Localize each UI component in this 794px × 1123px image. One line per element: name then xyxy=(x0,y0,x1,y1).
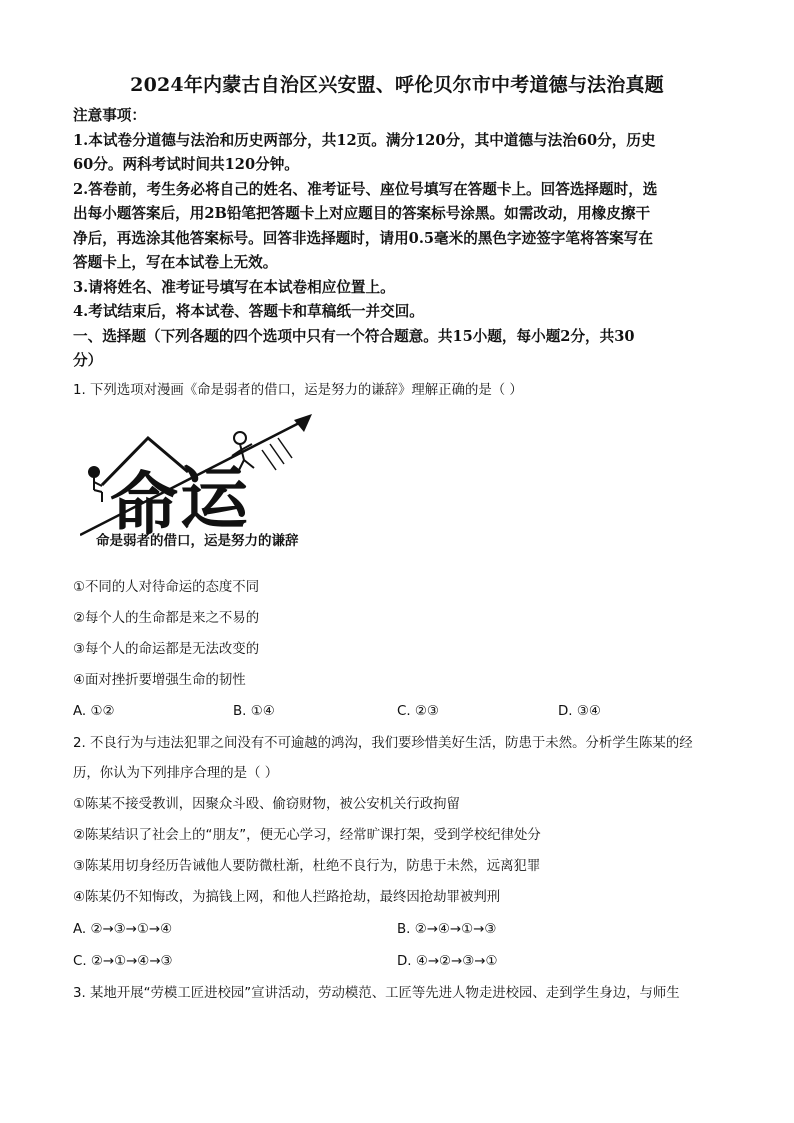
q2-option-a[interactable]: A. ②→③→①→④ xyxy=(73,922,173,937)
q2-item: ②陈某结识了社会上的“朋友”，便无心学习，经常旷课打架，受到学校纪律处分 xyxy=(73,828,541,843)
q1-option-a[interactable]: A. ①② xyxy=(73,704,115,719)
q1-option-b[interactable]: B. ①④ xyxy=(233,704,275,719)
q2-item: ④陈某仍不知悔改，为搞钱上网，和他人拦路抢劫，最终因抢劫罪被判刑 xyxy=(73,890,501,905)
notes-line: 60分。两科考试时间共120分钟。 xyxy=(73,156,299,173)
q2-item: ①陈某不接受教训，因聚众斗殴、偷窃财物，被公安机关行政拘留 xyxy=(73,797,460,812)
section-heading: 一、选择题（下列各题的四个选项中只有一个符合题意。共15小题，每小题2分，共30 xyxy=(73,327,635,345)
q1-option-d[interactable]: D. ③④ xyxy=(558,704,601,719)
notes-line: 1.本试卷分道德与法治和历史两部分，共12页。满分120分，其中道德与法治60分，历史 xyxy=(73,131,656,149)
sitting-person-icon xyxy=(89,467,102,502)
q2-stem-cont: 历，你认为下列排序合理的是（ ） xyxy=(73,766,279,781)
cartoon-caption: 命是弱者的借口，运是努力的谦辞 xyxy=(96,533,299,549)
q1-stem: 1. 下列选项对漫画《命是弱者的借口，运是努力的谦辞》理解正确的是（ ） xyxy=(73,383,523,398)
q2-item: ③陈某用切身经历告诫他人要防微杜渐，杜绝不良行为，防患于未然，远离犯罪 xyxy=(73,859,541,874)
q1-item: ②每个人的生命都是来之不易的 xyxy=(73,611,260,626)
q2-option-c[interactable]: C. ②→①→④→③ xyxy=(73,954,173,969)
q1-item: ③每个人的命运都是无法改变的 xyxy=(73,642,260,657)
q3-stem: 3. 某地开展“劳模工匠进校园”宣讲活动，劳动模范、工匠等先进人物走进校园、走到学生身边，与师生 xyxy=(73,986,680,1001)
notes-line: 出每小题答案后，用2B铅笔把答题卡上对应题目的答案标号涂黑。如需改动，用橡皮擦干 xyxy=(73,205,651,222)
q1-item: ④面对挫折要增强生命的韧性 xyxy=(73,673,246,688)
notes-line: 3.请将姓名、准考证号填写在本试卷相应位置上。 xyxy=(73,278,395,296)
q1-option-c[interactable]: C. ②③ xyxy=(397,704,439,719)
section-heading-cont: 分） xyxy=(73,352,103,369)
notes-heading: 注意事项： xyxy=(73,107,146,124)
cartoon-char-ming: 命 xyxy=(110,466,179,545)
notes-line: 2.答卷前，考生务必将自己的姓名、准考证号、座位号填写在答题卡上。回答选择题时，选 xyxy=(73,180,658,198)
arrow-head xyxy=(294,414,312,432)
page-title: 2024年内蒙古自治区兴安盟、呼伦贝尔市中考道德与法治真题 xyxy=(130,74,664,96)
notes-line: 4.考试结束后，将本试卷、答题卡和草稿纸一并交回。 xyxy=(73,303,424,320)
cartoon-char-yun: 运 xyxy=(180,460,249,539)
notes-line: 答题卡上，写在本试卷上无效。 xyxy=(73,254,278,271)
q2-option-b[interactable]: B. ②→④→①→③ xyxy=(397,922,497,937)
motion-lines xyxy=(262,438,292,470)
q2-option-d[interactable]: D. ④→②→③→① xyxy=(397,954,498,969)
q2-stem: 2. 不良行为与违法犯罪之间没有不可逾越的鸿沟，我们要珍惜美好生活，防患于未然。分析学生陈某的经 xyxy=(73,736,693,751)
notes-block xyxy=(73,104,723,374)
notes-line: 净后，再选涂其他答案标号。回答非选择题时，请用0.5毫米的黑色字迹签字笔将答案写在 xyxy=(73,229,653,247)
q1-item: ①不同的人对待命运的态度不同 xyxy=(73,580,260,595)
